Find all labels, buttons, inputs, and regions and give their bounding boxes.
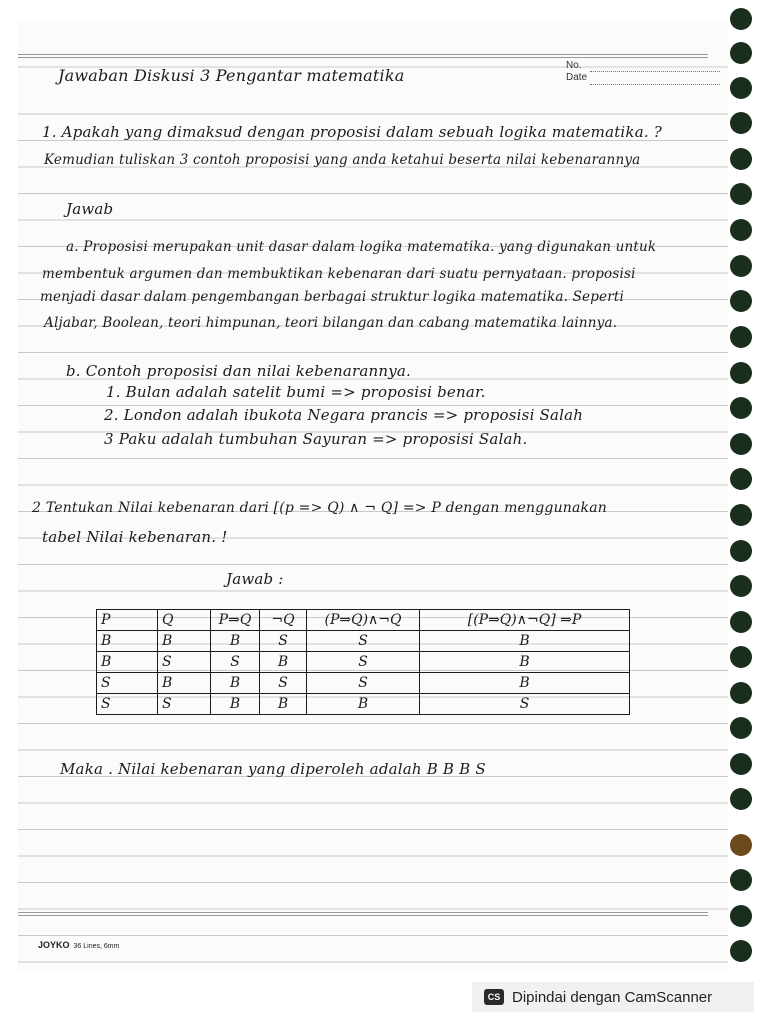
table-row	[97, 694, 630, 715]
binding-ring	[730, 682, 752, 704]
binding-ring	[730, 148, 752, 170]
table-cell: S	[260, 673, 307, 694]
binding-ring	[730, 42, 752, 64]
binding-ring	[730, 504, 752, 526]
table-cell: S	[307, 631, 420, 652]
table-cell: B	[211, 631, 260, 652]
part-b-item-2: 2. London adalah ibukota Negara prancis => proposisi Salah	[104, 406, 584, 424]
part-a-line-3: menjadi dasar dalam pengembangan berbagai struktur logika matematika. Seperti	[40, 289, 625, 305]
column-header: P	[97, 610, 158, 631]
conclusion-text: Maka . Nilai kebenaran yang diperoleh adalah B B B S	[60, 760, 486, 778]
binding-ring	[730, 8, 752, 30]
table-cell: B	[420, 631, 630, 652]
table-cell: B	[158, 631, 211, 652]
header-rule-top-2	[18, 57, 708, 58]
binding-ring	[730, 77, 752, 99]
part-b-item-3: 3 Paku adalah tumbuhan Sayuran => proposisi Salah.	[104, 430, 528, 448]
binding-ring	[730, 646, 752, 668]
camscanner-watermark	[472, 982, 754, 1012]
table-header-row	[97, 610, 630, 631]
binding-ring	[730, 219, 752, 241]
notebook-brand	[38, 940, 119, 950]
date-dotted-line	[590, 84, 720, 85]
table-row	[97, 652, 630, 673]
table-cell: B	[158, 673, 211, 694]
table-cell: B	[260, 652, 307, 673]
binding-ring	[730, 869, 752, 891]
part-b-heading: b. Contoh proposisi dan nilai kebenarannya.	[66, 362, 411, 380]
footer-rule	[18, 912, 708, 913]
table-cell: B	[211, 694, 260, 715]
part-b-item-1: 1. Bulan adalah satelit bumi => proposisi benar.	[106, 383, 486, 401]
camscanner-logo-icon: CS	[484, 989, 504, 1005]
no-date-box	[566, 60, 587, 84]
part-a-line-4: Aljabar, Boolean, teori himpunan, teori bilangan dan cabang matematika lainnya.	[44, 315, 618, 331]
brand-subtitle: 36 Lines, 6mm	[73, 943, 120, 950]
question-2-line-1: 2 Tentukan Nilai kebenaran dari [(p => Q) ∧ ¬ Q] => P dengan menggunakan	[32, 500, 607, 516]
binding-ring	[730, 753, 752, 775]
binding-ring	[730, 468, 752, 490]
table-cell: S	[97, 673, 158, 694]
question-1-line-2: Kemudian tuliskan 3 contoh proposisi yang anda ketahui beserta nilai kebenarannya	[44, 152, 641, 168]
table-cell: S	[420, 694, 630, 715]
binding-ring	[730, 112, 752, 134]
table-cell: S	[158, 652, 211, 673]
binding-ring	[730, 362, 752, 384]
camscanner-label: Dipindai dengan CamScanner	[512, 988, 713, 1006]
table-cell: S	[211, 652, 260, 673]
table-cell: B	[211, 673, 260, 694]
brand-name: JOYKO	[38, 940, 70, 950]
spiral-binding	[720, 0, 760, 1000]
table-cell: B	[260, 694, 307, 715]
column-header: P⇒Q	[211, 610, 260, 631]
table-cell: B	[97, 652, 158, 673]
binding-ring	[730, 183, 752, 205]
table-cell: B	[97, 631, 158, 652]
no-dotted-line	[590, 71, 720, 72]
table-cell: B	[307, 694, 420, 715]
no-label: No.	[566, 60, 582, 71]
page-top-margin	[18, 22, 728, 52]
binding-ring	[730, 433, 752, 455]
table-cell: S	[307, 652, 420, 673]
table-cell: S	[260, 631, 307, 652]
answer-label-2: Jawab :	[226, 570, 284, 588]
page-title: Jawaban Diskusi 3 Pengantar matematika	[58, 66, 405, 85]
column-header: [(P⇒Q)∧¬Q] ⇒P	[420, 610, 630, 631]
binding-ring	[730, 717, 752, 739]
table-cell: S	[97, 694, 158, 715]
date-label: Date	[566, 72, 588, 83]
question-2-line-2: tabel Nilai kebenaran. !	[42, 528, 228, 546]
table-cell: S	[158, 694, 211, 715]
column-header: (P⇒Q)∧¬Q	[307, 610, 420, 631]
binding-ring	[730, 290, 752, 312]
binding-ring	[730, 540, 752, 562]
table-cell: S	[307, 673, 420, 694]
part-a-line-1: a. Proposisi merupakan unit dasar dalam logika matematika. yang digunakan untuk	[66, 239, 657, 255]
truth-table	[96, 609, 630, 715]
header-rule-top	[18, 54, 708, 55]
binding-ring	[730, 788, 752, 810]
binding-ring	[730, 255, 752, 277]
footer-rule-2	[18, 915, 708, 916]
binding-ring	[730, 905, 752, 927]
binding-ring	[730, 611, 752, 633]
binding-ring	[730, 834, 752, 856]
answer-label: Jawab	[66, 200, 114, 218]
table-cell: B	[420, 652, 630, 673]
binding-ring	[730, 940, 752, 962]
table-row	[97, 631, 630, 652]
binding-ring	[730, 575, 752, 597]
question-1-line-1: 1. Apakah yang dimaksud dengan proposisi dalam sebuah logika matematika. ?	[42, 123, 663, 141]
column-header: ¬Q	[260, 610, 307, 631]
table-row	[97, 673, 630, 694]
part-a-line-2: membentuk argumen dan membuktikan kebenaran dari suatu pernyataan. proposisi	[42, 266, 636, 282]
binding-ring	[730, 397, 752, 419]
table-cell: B	[420, 673, 630, 694]
column-header: Q	[158, 610, 211, 631]
binding-ring	[730, 326, 752, 348]
